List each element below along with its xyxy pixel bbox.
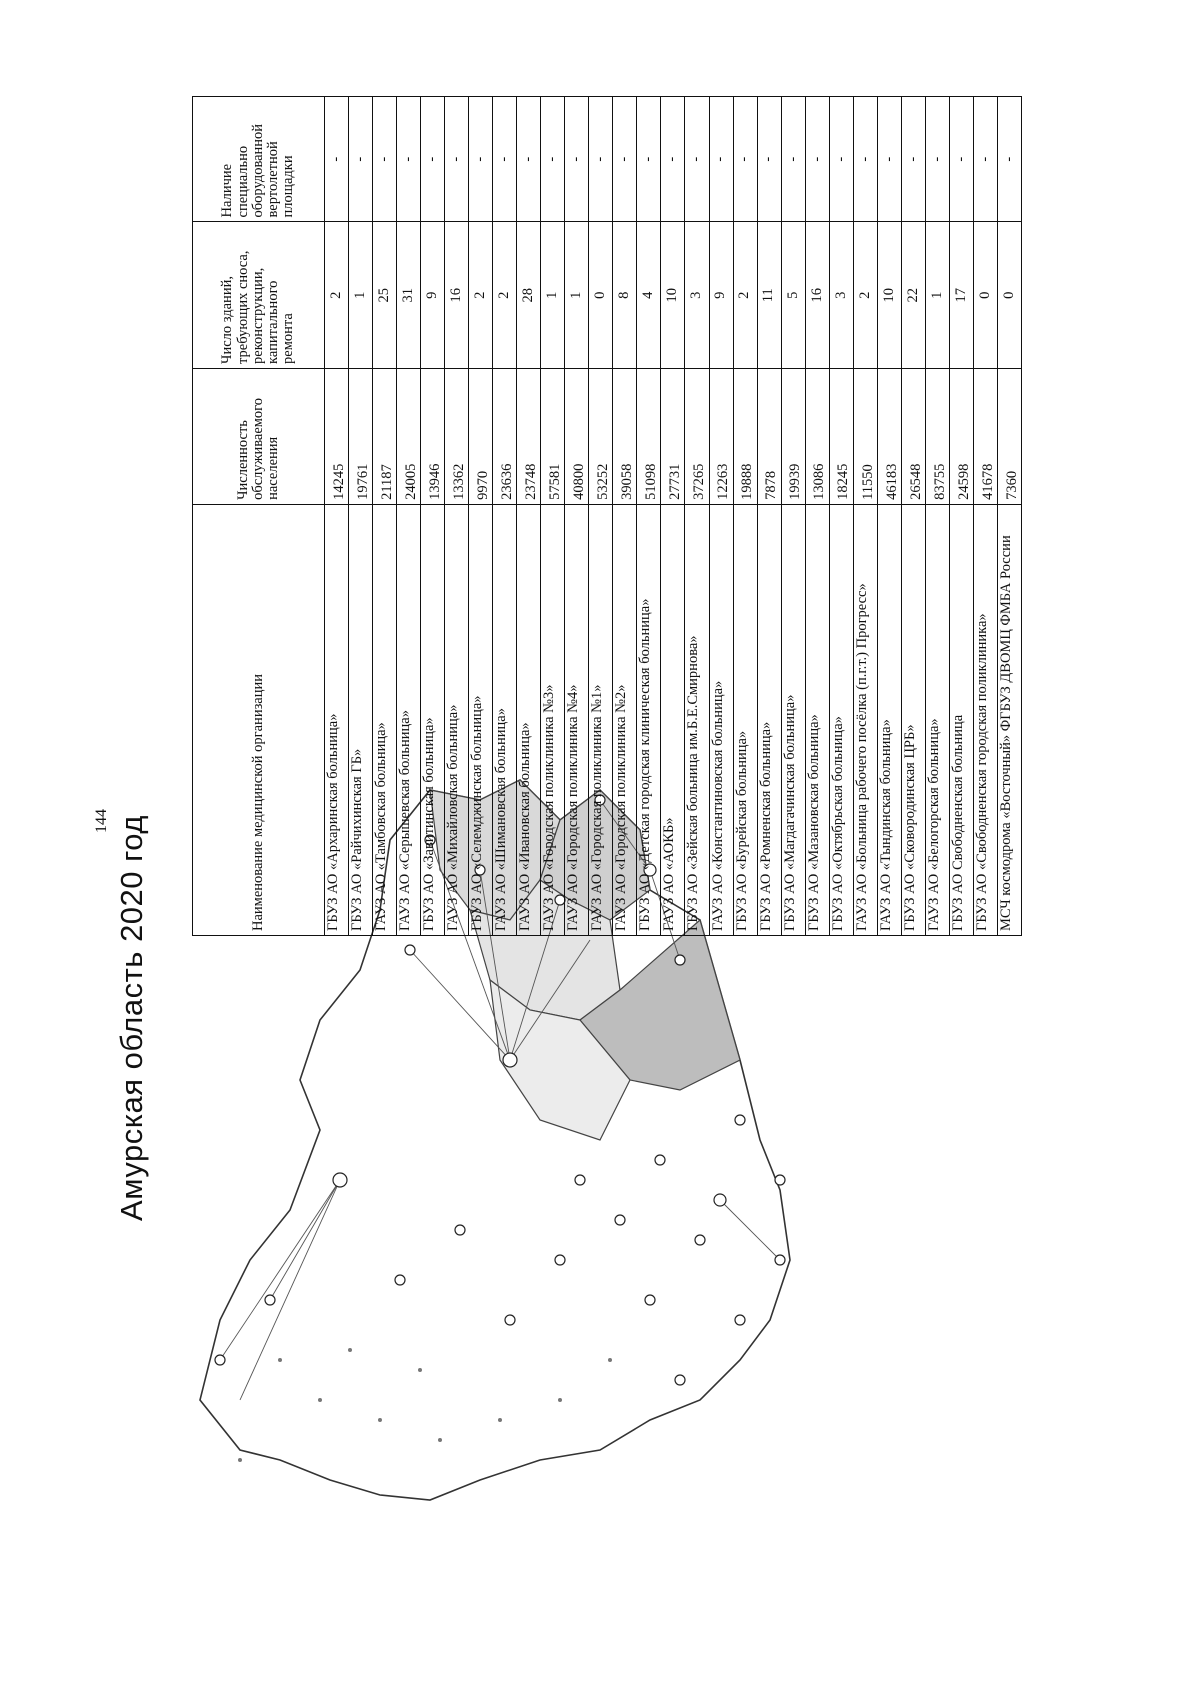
table-row xyxy=(973,97,997,936)
cell-population: 18245 xyxy=(829,368,853,504)
cell-name: ГБУЗ АО «Завитинская больница» xyxy=(421,504,445,935)
cell-buildings: 17 xyxy=(949,222,973,369)
cell-population: 39058 xyxy=(613,368,637,504)
cell-helipad: - xyxy=(949,97,973,222)
cell-name: ГБУЗ АО «Райчихинская ГБ» xyxy=(349,504,373,935)
cell-helipad: - xyxy=(421,97,445,222)
table-row xyxy=(613,97,637,936)
cell-helipad: - xyxy=(613,97,637,222)
header-name: Наименование медицинской организации xyxy=(193,504,325,935)
cell-population: 53252 xyxy=(589,368,613,504)
cell-population: 13946 xyxy=(421,368,445,504)
cell-name: ГБУЗ АО «Детская городская клиническая больница» xyxy=(637,504,661,935)
cell-buildings: 8 xyxy=(613,222,637,369)
cell-population: 40800 xyxy=(565,368,589,504)
cell-population: 21187 xyxy=(373,368,397,504)
table-header-row xyxy=(193,97,325,936)
cell-population: 41678 xyxy=(973,368,997,504)
cell-buildings: 1 xyxy=(925,222,949,369)
table-row xyxy=(325,97,349,936)
header-buildings: Число зданий, требующих сноса, реконструкции, капитального ремонта xyxy=(193,222,325,369)
table-row xyxy=(493,97,517,936)
cell-name: ГБУЗ АО «Бурейская больница» xyxy=(733,504,757,935)
cell-name: ГАУЗ АО «Шимановская больница» xyxy=(493,504,517,935)
cell-buildings: 22 xyxy=(901,222,925,369)
cell-population: 23748 xyxy=(517,368,541,504)
cell-population: 46183 xyxy=(877,368,901,504)
cell-helipad: - xyxy=(565,97,589,222)
cell-helipad: - xyxy=(685,97,709,222)
cell-helipad: - xyxy=(877,97,901,222)
cell-helipad: - xyxy=(469,97,493,222)
table-row xyxy=(853,97,877,936)
cell-helipad: - xyxy=(661,97,685,222)
table-row xyxy=(781,97,805,936)
cell-population: 19761 xyxy=(349,368,373,504)
cell-population: 7360 xyxy=(997,368,1021,504)
cell-buildings: 3 xyxy=(685,222,709,369)
cell-population: 57581 xyxy=(541,368,565,504)
cell-name: ГАУЗ АО «Городская поликлиника №3» xyxy=(541,504,565,935)
cell-name: ГБУЗ АО «Магдагачинская больница» xyxy=(781,504,805,935)
cell-population: 19939 xyxy=(781,368,805,504)
cell-name: ГБУЗ АО «Селемджинская больница» xyxy=(469,504,493,935)
cell-name: ГАУЗ АО «Михайловская больница» xyxy=(445,504,469,935)
cell-buildings: 2 xyxy=(733,222,757,369)
table-row xyxy=(901,97,925,936)
table-row xyxy=(589,97,613,936)
table-row xyxy=(733,97,757,936)
cell-population: 51098 xyxy=(637,368,661,504)
table-row xyxy=(637,97,661,936)
cell-name: ГАУЗ АО «Больница рабочего посёлка (п.г.т.) Прогресс» xyxy=(853,504,877,935)
cell-helipad: - xyxy=(805,97,829,222)
cell-buildings: 0 xyxy=(997,222,1021,369)
table-row xyxy=(709,97,733,936)
cell-helipad: - xyxy=(325,97,349,222)
table-row xyxy=(541,97,565,936)
cell-name: ГАУЗ АО «Тындинская больница» xyxy=(877,504,901,935)
cell-helipad: - xyxy=(829,97,853,222)
cell-name: ГБУЗ АО «Сковородинская ЦРБ» xyxy=(901,504,925,935)
cell-buildings: 9 xyxy=(709,222,733,369)
table-row xyxy=(565,97,589,936)
cell-buildings: 16 xyxy=(445,222,469,369)
cell-buildings: 10 xyxy=(877,222,901,369)
cell-buildings: 0 xyxy=(973,222,997,369)
cell-population: 23636 xyxy=(493,368,517,504)
cell-buildings: 2 xyxy=(469,222,493,369)
cell-buildings: 10 xyxy=(661,222,685,369)
cell-name: ГАУЗ АО «Городская поликлиника №4» xyxy=(565,504,589,935)
cell-helipad: - xyxy=(709,97,733,222)
table-row xyxy=(469,97,493,936)
cell-population: 37265 xyxy=(685,368,709,504)
cell-population: 26548 xyxy=(901,368,925,504)
cell-population: 9970 xyxy=(469,368,493,504)
cell-population: 11550 xyxy=(853,368,877,504)
cell-name: ГБУЗ АО «Зейская больница им.Б.Е.Смирнова» xyxy=(685,504,709,935)
cell-name: ГБУЗ АО «Свободненская городская поликлиника» xyxy=(973,504,997,935)
cell-population: 19888 xyxy=(733,368,757,504)
cell-helipad: - xyxy=(589,97,613,222)
cell-helipad: - xyxy=(349,97,373,222)
cell-buildings: 1 xyxy=(349,222,373,369)
cell-name: ГБУЗ АО «Архаринская больница» xyxy=(325,504,349,935)
table-row xyxy=(349,97,373,936)
cell-population: 24005 xyxy=(397,368,421,504)
cell-helipad: - xyxy=(493,97,517,222)
cell-population: 13086 xyxy=(805,368,829,504)
cell-buildings: 2 xyxy=(325,222,349,369)
cell-buildings: 0 xyxy=(589,222,613,369)
cell-name: ГАУЗ АО «Константиновская больница» xyxy=(709,504,733,935)
cell-helipad: - xyxy=(733,97,757,222)
organizations-table-container xyxy=(192,96,1022,936)
cell-buildings: 1 xyxy=(541,222,565,369)
table-row xyxy=(925,97,949,936)
cell-helipad: - xyxy=(757,97,781,222)
cell-helipad: - xyxy=(973,97,997,222)
cell-population: 24598 xyxy=(949,368,973,504)
cell-helipad: - xyxy=(997,97,1021,222)
cell-name: МСЧ космодрома «Восточный» ФГБУЗ ДВОМЦ ФМБА России xyxy=(997,504,1021,935)
cell-population: 7878 xyxy=(757,368,781,504)
cell-buildings: 9 xyxy=(421,222,445,369)
page-title: Амурская область 2020 год xyxy=(114,815,149,1221)
cell-name: ГАУЗ АО «Тамбовская больница» xyxy=(373,504,397,935)
cell-buildings: 4 xyxy=(637,222,661,369)
table-row xyxy=(397,97,421,936)
table-row xyxy=(421,97,445,936)
cell-helipad: - xyxy=(397,97,421,222)
cell-population: 13362 xyxy=(445,368,469,504)
cell-helipad: - xyxy=(445,97,469,222)
cell-helipad: - xyxy=(637,97,661,222)
cell-population: 83755 xyxy=(925,368,949,504)
cell-name: ГБУЗ АО «Мазановская больница» xyxy=(805,504,829,935)
table-row xyxy=(949,97,973,936)
cell-buildings: 2 xyxy=(853,222,877,369)
cell-name: ГАУЗ АО «Ивановская больница» xyxy=(517,504,541,935)
cell-population: 14245 xyxy=(325,368,349,504)
cell-population: 27731 xyxy=(661,368,685,504)
cell-buildings: 16 xyxy=(805,222,829,369)
cell-buildings: 5 xyxy=(781,222,805,369)
cell-helipad: - xyxy=(925,97,949,222)
cell-name: ГАУЗ АО «АОКБ» xyxy=(661,504,685,935)
table-row xyxy=(829,97,853,936)
cell-buildings: 3 xyxy=(829,222,853,369)
table-row xyxy=(757,97,781,936)
table-row xyxy=(661,97,685,936)
cell-name: ГАУЗ АО «Серышевская больница» xyxy=(397,504,421,935)
cell-population: 12263 xyxy=(709,368,733,504)
cell-buildings: 2 xyxy=(493,222,517,369)
cell-name: ГАУЗ АО «Городская поликлиника №1» xyxy=(589,504,613,935)
table-row xyxy=(997,97,1021,936)
cell-buildings: 11 xyxy=(757,222,781,369)
cell-buildings: 25 xyxy=(373,222,397,369)
header-helipad: Наличие специально оборудованной вертолетной площадки xyxy=(193,97,325,222)
cell-name: ГБУЗ АО «Октябрьская больница» xyxy=(829,504,853,935)
cell-buildings: 1 xyxy=(565,222,589,369)
cell-name: ГБУЗ АО Свободненская больница xyxy=(949,504,973,935)
cell-helipad: - xyxy=(373,97,397,222)
organizations-table xyxy=(192,96,1022,936)
cell-name: ГАУЗ АО «Городская поликлиника №2» xyxy=(613,504,637,935)
cell-helipad: - xyxy=(901,97,925,222)
header-population: Численность обслуживаемого населения xyxy=(193,368,325,504)
cell-helipad: - xyxy=(853,97,877,222)
table-row xyxy=(805,97,829,936)
table-row xyxy=(445,97,469,936)
cell-name: ГБУЗ АО «Ромненская больница» xyxy=(757,504,781,935)
cell-buildings: 31 xyxy=(397,222,421,369)
table-row xyxy=(373,97,397,936)
cell-helipad: - xyxy=(517,97,541,222)
table-row xyxy=(685,97,709,936)
cell-name: ГАУЗ АО «Белогорская больница» xyxy=(925,504,949,935)
cell-buildings: 28 xyxy=(517,222,541,369)
cell-helipad: - xyxy=(781,97,805,222)
table-row xyxy=(877,97,901,936)
page-number: 144 xyxy=(93,809,110,833)
cell-helipad: - xyxy=(541,97,565,222)
table-row xyxy=(517,97,541,936)
